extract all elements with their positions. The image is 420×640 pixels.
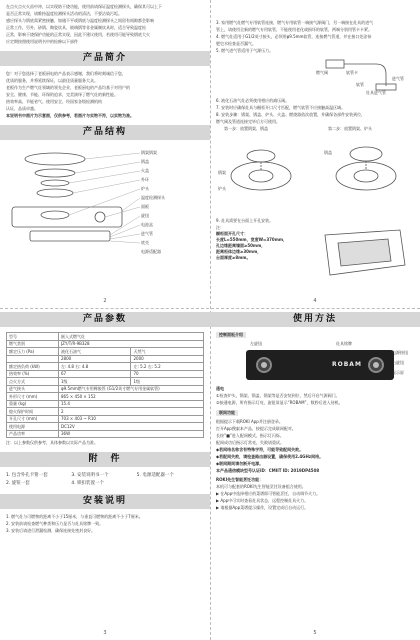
body-line: 长按“■”进入配网模式，指示灯闪烁。 (216, 432, 284, 438)
label-temp-probe: 温度检测探头 (141, 195, 165, 200)
section-title-params: 产品参数 (0, 312, 210, 327)
cutout-section (216, 225, 414, 289)
page-5 (210, 308, 420, 640)
label-pipe: 进气管 (392, 76, 404, 81)
spec-value: 1级 (131, 378, 204, 386)
section-title-install: 安装说明 (0, 494, 210, 509)
label-gas-valve: 燃气阀 (316, 70, 328, 75)
spec-value: 2800 (59, 355, 131, 363)
label-burner-cap: 锅盖 (324, 150, 332, 155)
section-title-accessories: 附 件 (0, 452, 210, 467)
label-display: 显示屏 (392, 370, 404, 376)
body-line: 根据提示下载ROKI App并注册登录。 (216, 418, 283, 424)
section-title-intro: 产品简介 (0, 51, 210, 66)
spec-label: 使用电源 (7, 423, 59, 431)
body-line: 正常，影响干烧保护功能的正常实现，因此不建议使用，若使用可能导致锅底大火 (6, 32, 150, 37)
warning-line: ◆联网期间请勿断开电源。 (216, 460, 264, 466)
label-left-knob: 左旋钮 (250, 341, 262, 347)
body-line: 应定期按照使用说明书中的检修以下部件 (6, 39, 78, 44)
label-hose: 软管 (356, 82, 364, 87)
label-inlet-pipe: 进气管 (141, 231, 153, 236)
network-heading: 联网功能 (216, 410, 238, 416)
label-pan-support: 锅架 (218, 170, 226, 175)
body-line: 燃气阀及管道连接完毕后方可使用。 (216, 119, 280, 124)
cutout-line: 距离柜体边缘≥30mm， (216, 249, 262, 254)
body-line: ▶ App中可实时查看灶具状态，远程控制灶具火力。 (216, 497, 309, 503)
spec-row (7, 333, 204, 341)
page-2 (0, 0, 210, 308)
spec-label: 重量 (kg) (7, 400, 59, 408)
spec-label: 开孔尺寸 (mm) (7, 415, 59, 423)
label-power-adapter: 电源适配器 (141, 249, 161, 254)
accessory-item: 3. 安装说明书一个 (71, 473, 109, 478)
cutout-heading: 9. 灶具需要在台面上开孔安装。 (216, 218, 274, 223)
body-line: 管上，请使用全新的燃气专用软管，不能使用老化或损坏的软管，两端分别用管卡卡紧。 (216, 27, 372, 32)
body-line: 是否正常实现，请维持温度检测探头活动的清洁，不要沾染污垢。 (6, 11, 122, 16)
pipe-connection-diagram (216, 56, 414, 96)
accessory-item: 5. 电源适配器一个 (136, 473, 174, 478)
body-line: 4. 燃气灶适用于G1/2英寸接头，必须用φ9.5mm软管，连接燃气管道，并在接口处涂抹 (216, 34, 372, 39)
step-label: 第一步：放置锅架、锅盖 (224, 126, 268, 131)
page-number: 5 (313, 630, 317, 637)
spec-table (6, 332, 204, 438)
install-steps-illustration (216, 126, 414, 218)
spec-label: 外形尺寸 (mm) (7, 393, 59, 401)
body-line: 老板作为生产燃气灶领域的领先企业，老板厨电的产品均基于对用户的 (6, 85, 130, 90)
spec-row (7, 385, 204, 393)
label-burner-head: 炉头 (141, 186, 149, 191)
spec-label: 额定压力 (Pa) (7, 348, 59, 356)
label-pan-support: 锅架锅架 (141, 150, 157, 155)
spec-label: 热效率 (%) (7, 370, 59, 378)
body-line: 本机可与配套的ROKI先生智能烹饪设备组合使用。 (216, 483, 306, 489)
control-panel-figure (210, 340, 420, 386)
spec-value: φ9.5mm燃气专用橡胶管 (G1/2英寸燃气专用金属软管) (59, 385, 204, 393)
spec-value: 左: 4.8 右: 4.8 (59, 363, 131, 371)
spec-row (7, 348, 204, 356)
spec-value: 液化石油气 (59, 348, 131, 356)
spec-value: 67 (59, 370, 131, 378)
page-number: 3 (103, 630, 107, 637)
cutout-line: 长度L=550mm，宽度W=370mm， (216, 237, 288, 242)
spec-label: 产品功率 (7, 430, 59, 438)
label-outer-ring: 外环 (141, 177, 149, 182)
section-title-usage: 使用方法 (210, 312, 420, 327)
page-3 (0, 308, 210, 640)
cutout-illustration (320, 225, 410, 285)
spec-value: 嵌入式燃气灶 (59, 333, 204, 341)
spec-label (7, 355, 59, 363)
app-heading: ROKI先生智能烹饪功能： (216, 476, 264, 482)
spec-row (7, 408, 204, 416)
body-line: ▶ 请根据App菜谱提示操作，设置完成后自动运行。 (216, 504, 309, 510)
spec-label: 熄火保护时间 (7, 408, 59, 416)
spec-row (7, 355, 204, 363)
body-line: 认证，品质卓越。 (6, 106, 38, 111)
left-knob[interactable] (256, 357, 272, 373)
spec-value: 天然气 (131, 348, 204, 356)
body-line: 5. 燃气进气管适用于气源压力。 (216, 48, 274, 53)
spec-value: 1级 (59, 378, 131, 386)
accessory-item: 4. 锁扣装置一个 (71, 481, 105, 486)
accessory-item: 2. 旋钮一套 (6, 481, 30, 486)
body-line: 肥皂水检查是否漏气。 (216, 41, 256, 46)
right-knob[interactable] (368, 357, 384, 373)
spec-value: 703 × 403 ~ R10 (59, 415, 204, 423)
body-line: 2. 安装前请检查燃气种类和压力是否与灶具铭牌一致。 (6, 521, 104, 526)
notice-line: 本说明书中图片为示意图，仅供参考，若图片与实物不符，以实物为准。 (6, 113, 134, 118)
label-clip: 软管卡 (346, 70, 358, 75)
body-line: 3. 安装后请进行泄漏检测，确保连接处密封良好。 (6, 528, 96, 533)
body-line: ①检查炉头、锅架、锅盖、锅架等是否安装到位，然后开启气源阀门。 (216, 393, 340, 399)
label-burner-head: 炉头 (218, 186, 226, 191)
spec-value: 15.4 (59, 400, 204, 408)
label-stove-inlet: 灶具进气管 (366, 90, 386, 95)
control-panel (246, 350, 394, 380)
body-line: 感应探头与锅底需紧密接触，如遇不平或锅底与温度检测探头之间留有间隙都会影响 (6, 18, 154, 23)
label-power-button: 电源按钮 (392, 350, 408, 356)
label-burner-cap: 锅盖 (141, 159, 149, 164)
body-line: ▶ 在App中选择相应的菜谱即可智能烹饪，自动调节火力。 (216, 490, 321, 496)
body-line: 热效率高、节能省气、使用安全、经国家各级检测机构 (6, 99, 102, 104)
spec-value: 70 (131, 370, 204, 378)
body-line: 安全、健康、节能、环保的追求，完美演绎了燃气灶的新性能。 (6, 92, 118, 97)
label-fire-cap: 火盖 (141, 168, 149, 173)
stove-exploded-illustration (0, 145, 210, 255)
spec-row (7, 370, 204, 378)
body-line: 优质的服务，并将延续保证，以最佳质量服务大众。 (6, 78, 98, 83)
power-heading: 通电 (216, 386, 224, 392)
body-line: 正常工作，另外，砂锅、陶瓷炊具、玻璃锅等非金属制炊具时，适合导致温度检 (6, 25, 146, 30)
cutout-line: 孔边缘距离墙面≥50mm， (216, 243, 266, 248)
warning-line: ◆若网络名称含有特殊字符，可能导致配网失败。 (216, 446, 304, 452)
spec-value: 2 (59, 408, 204, 416)
panel-brand: ROBAM (332, 361, 362, 369)
structure-diagram (0, 145, 210, 255)
page-number: 4 (313, 298, 317, 305)
cutout-line: 橱柜面开孔尺寸： (216, 231, 248, 236)
warning-line: ◆若配网失败，请检查路由器设置，确保使用2.4GHz网络。 (216, 453, 324, 459)
accessories-list (6, 472, 204, 488)
spec-label: 型号 (7, 333, 59, 341)
body-line: 配网成功后指示灯常亮，失败请重试。 (216, 439, 284, 445)
spec-row (7, 340, 204, 348)
spec-label: 额定热负荷 (kW) (7, 363, 59, 371)
spec-row (7, 400, 204, 408)
body-line: 1. 燃气灶与可燃物的距离不小于15厘米，与垂直可燃物的距离不小于7厘米。 (6, 514, 143, 519)
params-note: 注：以上参数仅供参考，具体参数以实际产品为准。 (6, 440, 98, 445)
spec-value: 36W (59, 430, 204, 438)
section-title-structure: 产品结构 (0, 125, 210, 140)
body-line: 在点火点火火苗中冲，以实现防干烧功能，使用前请保证温度检测探头，确保其可以上下 (6, 4, 162, 9)
step-label: 第二步：放置锅架、炉头 (328, 126, 372, 131)
label-bottom-case: 底壳 (141, 240, 149, 245)
body-line: 7. 安装时应确保灶具与橱柜开口尺寸匹配，燃气软管不应接触高温区域。 (216, 105, 346, 110)
spec-value: 2000 (131, 355, 204, 363)
page-number: 2 (103, 298, 107, 305)
spec-row (7, 415, 204, 423)
spec-row (7, 363, 204, 371)
body-line: ②接通电源，所有指示灯亮，旋钮屏显示“ROBAM”，数秒后进入待机。 (216, 400, 343, 406)
spec-value: DC12V (59, 423, 204, 431)
spec-row (7, 423, 204, 431)
body-line: 6. 液化石油气灶必须使用相应的减压阀。 (216, 98, 290, 103)
spec-row (7, 378, 204, 386)
body-line: 您！对于您选择了老板厨电的产品表示感谢，我们将时刻诚信于您， (6, 71, 126, 76)
spec-label: 点火方式 (7, 378, 59, 386)
accessory-item: 1. 包含外孔卡钳一套 (6, 473, 48, 478)
spec-label: 燃气类别 (7, 340, 59, 348)
label-right-knob: 右旋钮 (392, 360, 404, 366)
label-nameplate: 灶具铭牌 (336, 341, 352, 347)
install-steps-diagram (216, 126, 414, 218)
cutout-line: 注： (216, 225, 224, 230)
control-panel-header: 控制面板介绍 (216, 332, 246, 338)
spec-value: 左: 5.2 右: 5.2 (131, 363, 204, 371)
body-line: 打开App搜索本产品，按提示完成联网配对。 (216, 425, 296, 431)
page-4 (210, 0, 420, 308)
spec-label: 进气接头 (7, 385, 59, 393)
spec-value: 865 × 450 × 152 (59, 393, 204, 401)
label-battery-box: 电池盒 (141, 222, 153, 227)
label-panel: 面板 (141, 204, 149, 209)
cmiit-line: 本产品通信模块型号认证ID：CMIIT ID: 2019DP4508 (216, 467, 320, 473)
cutout-line: 台面厚度≥8mm。 (216, 255, 251, 260)
body-line: 3. 家用燃气灶燃气专用软管连接，燃气专用软管一端接气源阀门，另一端接在灶具的进气 (216, 20, 374, 25)
body-line: 8. 安装步骤：锅架、锅盖、炉头、火盖、燃烧器依次放置，并确保各部件安装到位， (216, 112, 366, 117)
label-knob: 旋钮 (141, 213, 149, 218)
spec-value: JZY/T/R-9B328 (59, 340, 204, 348)
spec-row (7, 430, 204, 438)
spec-row (7, 393, 204, 401)
